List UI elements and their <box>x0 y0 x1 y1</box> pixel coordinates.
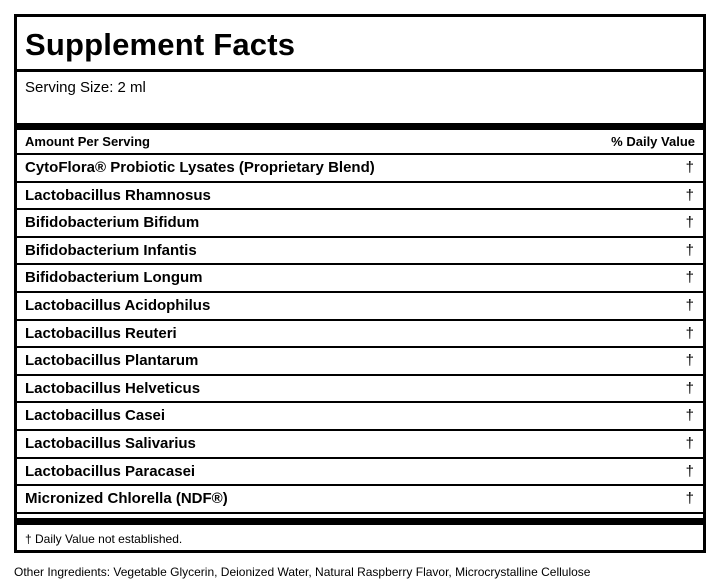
table-row <box>17 459 703 487</box>
table-row <box>17 210 703 238</box>
table-row <box>17 265 703 293</box>
daily-value-dagger: † <box>685 490 694 508</box>
ingredient-name: Lactobacillus Paracasei <box>25 462 196 480</box>
table-row <box>17 293 703 321</box>
daily-value-dagger: † <box>685 434 694 452</box>
amount-per-serving-header: Amount Per Serving <box>25 134 150 149</box>
serving-size: Serving Size: 2 ml <box>25 79 146 96</box>
table-row <box>17 403 703 431</box>
ingredient-name: Lactobacillus Helveticus <box>25 379 201 397</box>
daily-value-dagger: † <box>685 379 694 397</box>
table-row <box>17 238 703 266</box>
ingredient-name: Micronized Chlorella (NDF®) <box>25 490 228 508</box>
ingredient-name: CytoFlora® Probiotic Lysates (Proprietary Blend) <box>25 159 375 176</box>
daily-value-dagger: † <box>685 269 694 287</box>
table-row <box>17 486 703 514</box>
daily-value-dagger: † <box>685 324 694 342</box>
daily-value-dagger: † <box>685 214 694 232</box>
daily-value-footnote: † Daily Value not established. <box>25 532 183 546</box>
daily-value-dagger: † <box>685 407 694 425</box>
ingredient-name: Lactobacillus Reuteri <box>25 324 177 342</box>
panel-title: Supplement Facts <box>25 27 296 62</box>
daily-value-dagger: † <box>685 352 694 370</box>
table-row <box>17 376 703 404</box>
table-row <box>17 348 703 376</box>
table-row <box>17 155 703 183</box>
thick-divider-bottom <box>17 518 703 525</box>
table-row <box>17 321 703 349</box>
other-ingredients: Other Ingredients: Vegetable Glycerin, Deionized Water, Natural Raspberry Flavor, Microcrystalline Cellulose <box>14 565 591 579</box>
ingredient-name: Lactobacillus Plantarum <box>25 352 199 370</box>
ingredient-list <box>17 155 703 514</box>
daily-value-dagger: † <box>685 241 694 259</box>
daily-value-dagger: † <box>685 462 694 480</box>
ingredient-name: Bifidobacterium Longum <box>25 269 203 287</box>
daily-value-dagger: † <box>685 159 694 176</box>
ingredient-name: Bifidobacterium Bifidum <box>25 214 200 232</box>
ingredient-name: Lactobacillus Casei <box>25 407 166 425</box>
table-row <box>17 431 703 459</box>
ingredient-name: Lactobacillus Rhamnosus <box>25 186 211 204</box>
daily-value-dagger: † <box>685 186 694 204</box>
table-row <box>17 183 703 211</box>
ingredient-name: Lactobacillus Salivarius <box>25 434 196 452</box>
supplement-facts-panel <box>14 14 706 553</box>
table-header <box>17 130 703 153</box>
ingredient-name: Lactobacillus Acidophilus <box>25 296 211 314</box>
daily-value-dagger: † <box>685 296 694 314</box>
daily-value-header: % Daily Value <box>611 134 695 149</box>
title-divider <box>17 69 703 72</box>
ingredient-name: Bifidobacterium Infantis <box>25 241 197 259</box>
thick-divider-top <box>17 123 703 130</box>
